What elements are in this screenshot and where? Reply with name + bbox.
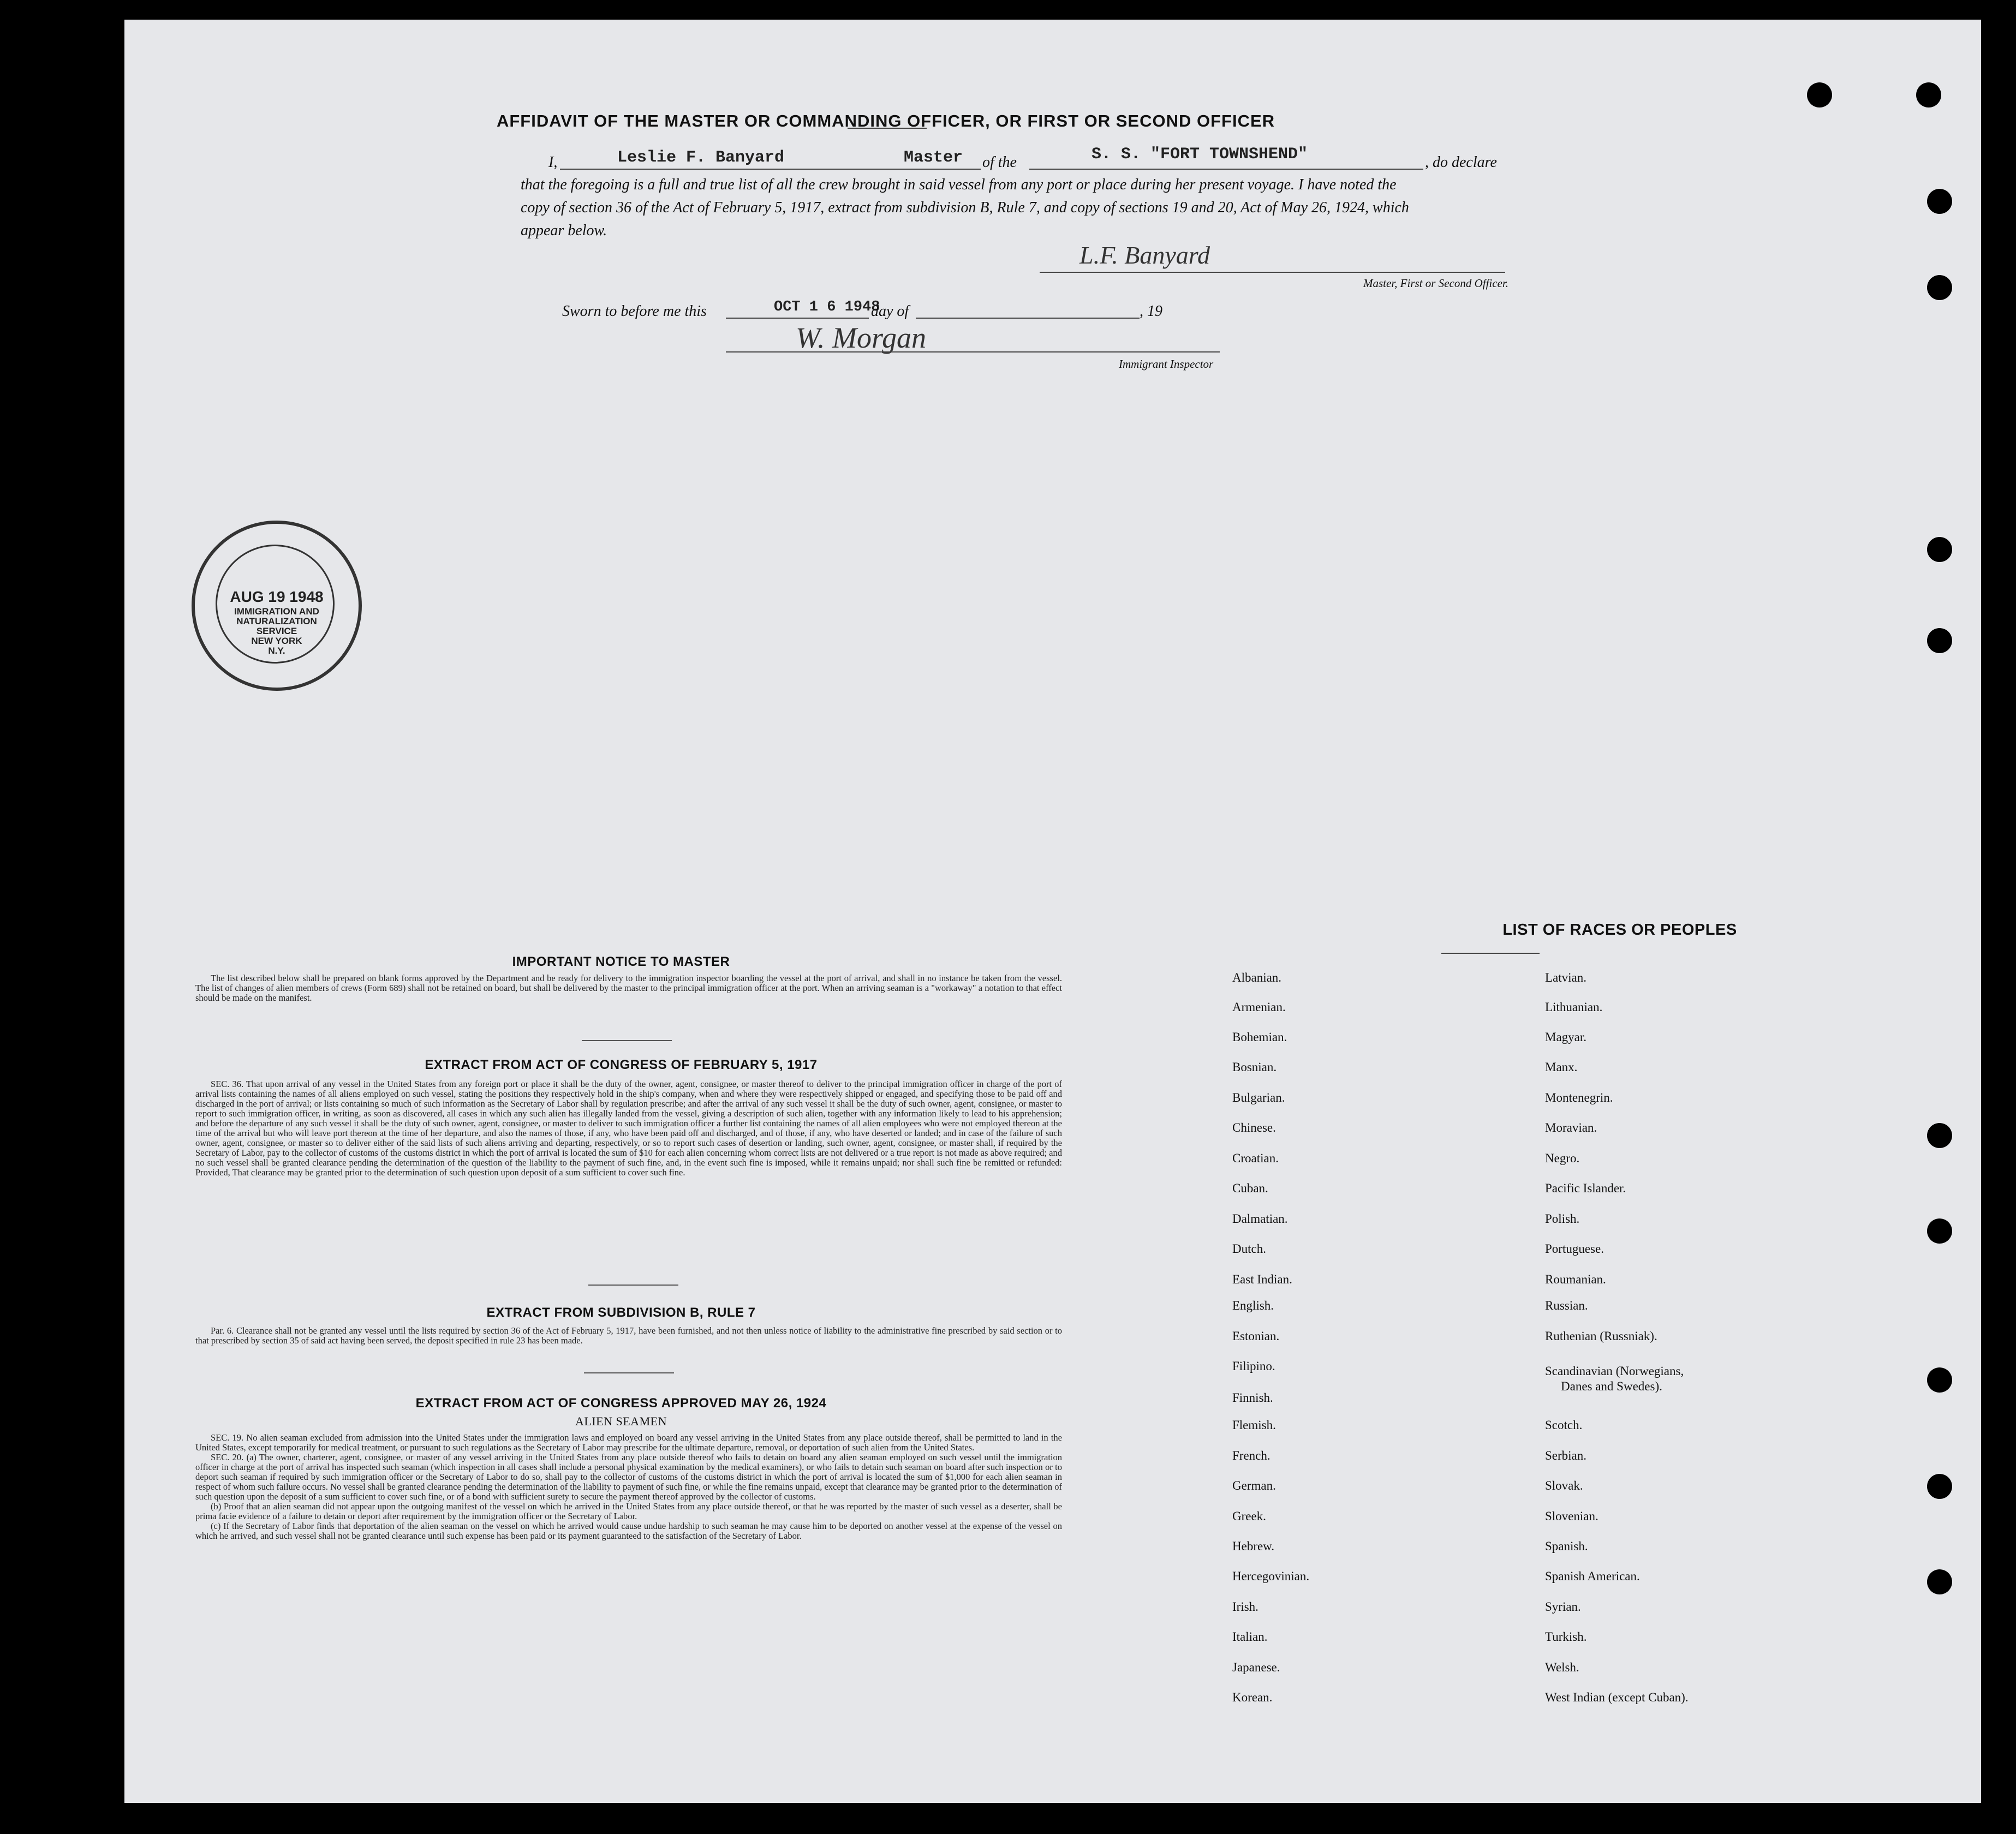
title-divider — [848, 128, 927, 129]
inspector-signature: W. Morgan — [796, 321, 927, 354]
race-item: Portuguese. — [1545, 1242, 1604, 1256]
extract-1917-text — [195, 1079, 1062, 1178]
race-item: Filipino. — [1232, 1359, 1275, 1373]
race-item: Latvian. — [1545, 971, 1586, 984]
race-item: Italian. — [1232, 1630, 1268, 1644]
rule-7-paragraph: Par. 6. Clearance shall not be granted any vessel until the lists required by section 36 of the Act of February 5, 1917, have been furnished, and not then unless notice of liability to the administrative fine prescribed by said section or to that prescribed by section 35 of said act having been served, the deposit specified in rule 23 has been made. — [195, 1325, 1062, 1346]
extract-1924-heading: EXTRACT FROM ACT OF CONGRESS APPROVED MAY 26, 1924 — [415, 1396, 827, 1411]
immigration-stamp — [192, 521, 362, 691]
race-item: Lithuanian. — [1545, 1000, 1603, 1014]
race-item: Finnish. — [1232, 1391, 1273, 1405]
sworn-date: OCT 1 6 1948 — [774, 299, 880, 315]
section-divider — [584, 1372, 674, 1373]
affidavit-body-line: that the foregoing is a full and true list of all the crew brought in said vessel from any port or place during her present voyage. I have noted the — [521, 176, 1397, 193]
race-item: Moravian. — [1545, 1121, 1597, 1134]
binder-hole — [1927, 1569, 1952, 1594]
race-item: Greek. — [1232, 1509, 1266, 1523]
stamp-line: NATURALIZATION — [236, 616, 317, 626]
rank-line — [907, 169, 981, 170]
sworn-label: Sworn to before me this — [562, 303, 707, 320]
binder-hole — [1916, 82, 1941, 107]
stamp-date: AUG 19 1948 — [230, 588, 324, 605]
race-item: Serbian. — [1545, 1449, 1587, 1462]
stamp-line: SERVICE — [256, 626, 297, 636]
month-line — [916, 318, 1140, 319]
race-item: Manx. — [1545, 1060, 1578, 1074]
master-signature: L.F. Banyard — [1079, 241, 1210, 269]
race-item: Cuban. — [1232, 1181, 1268, 1195]
races-heading: LIST OF RACES OR PEOPLES — [1502, 921, 1737, 939]
race-item: German. — [1232, 1479, 1276, 1492]
race-item: Croatian. — [1232, 1151, 1279, 1165]
race-item: Bohemian. — [1232, 1030, 1287, 1044]
officer-rank: Master — [904, 148, 963, 167]
binder-hole — [1927, 537, 1952, 562]
year-label: , 19 — [1140, 303, 1162, 320]
inspector-line — [726, 351, 1220, 353]
master-caption: Master, First or Second Officer. — [1363, 277, 1508, 290]
officer-name: Leslie F. Banyard — [617, 148, 785, 167]
race-item: Negro. — [1545, 1151, 1580, 1165]
race-item: Chinese. — [1232, 1121, 1276, 1134]
i-label: I, — [548, 154, 558, 171]
notice-heading: IMPORTANT NOTICE TO MASTER — [512, 954, 730, 969]
binder-hole — [1927, 1367, 1952, 1393]
race-item: Pacific Islander. — [1545, 1181, 1626, 1195]
binder-hole — [1927, 1123, 1952, 1148]
stamp-line: N.Y. — [268, 646, 285, 656]
vessel-name: S. S. "FORT TOWNSHEND" — [1091, 145, 1308, 164]
notice-text — [195, 973, 1062, 1003]
binder-hole — [1807, 82, 1832, 107]
race-item: Estonian. — [1232, 1329, 1280, 1343]
race-item: Japanese. — [1232, 1660, 1280, 1674]
race-item: Bosnian. — [1232, 1060, 1277, 1074]
binder-hole — [1927, 189, 1952, 214]
rule-7-heading: EXTRACT FROM SUBDIVISION B, RULE 7 — [486, 1305, 756, 1320]
signature-line — [1040, 272, 1505, 273]
race-item: Welsh. — [1545, 1660, 1579, 1674]
affidavit-body-line: copy of section 36 of the Act of February 5, 1917, extract from subdivision B, Rule 7, and copy of sections 19 and 20, Act of May 26, 1924, which — [521, 199, 1409, 216]
section-divider — [588, 1285, 678, 1286]
race-item: Polish. — [1545, 1212, 1580, 1226]
do-declare-label: , do declare — [1425, 154, 1497, 171]
race-item: Montenegrin. — [1545, 1091, 1613, 1104]
race-item: Scandinavian (Norwegians, — [1545, 1364, 1684, 1378]
binder-hole — [1927, 628, 1952, 653]
race-item: Korean. — [1232, 1690, 1273, 1704]
sec-20c-paragraph: (c) If the Secretary of Labor finds that deportation of the alien seaman on the vessel on which he arrived would cause undue hardship to such seaman he may cause him to be deported on another vessel at the expense of the vessel on which he arrived, and such vessel shall not be granted clearance until such expense has been paid or its payment guaranteed to the satisfaction of the Secretary of Labor. — [195, 1521, 1062, 1541]
race-item: French. — [1232, 1449, 1271, 1462]
race-item: Roumanian. — [1545, 1273, 1606, 1286]
day-of-label: day of — [871, 303, 909, 320]
extract-1917-heading: EXTRACT FROM ACT OF CONGRESS OF FEBRUARY 5, 1917 — [425, 1058, 818, 1072]
race-item: Slovenian. — [1545, 1509, 1599, 1523]
sec-20b-paragraph: (b) Proof that an alien seaman did not appear upon the outgoing manifest of the vessel on which he arrived in the United States from any place outside thereof, or that he was reported by the master of such vessel as a deserter, shall be prima facie evidence of a failure to detain or deport after requirement by the immigration officer or the Secretary of Labor. — [195, 1501, 1062, 1521]
race-item: Russian. — [1545, 1299, 1588, 1312]
affidavit-body-line: appear below. — [521, 222, 607, 239]
race-item: Bulgarian. — [1232, 1091, 1285, 1104]
race-item: Hebrew. — [1232, 1539, 1275, 1553]
race-item: Slovak. — [1545, 1479, 1583, 1492]
race-item: Armenian. — [1232, 1000, 1286, 1014]
binder-hole — [1927, 1474, 1952, 1499]
extract-1924-text — [195, 1433, 1062, 1541]
affidavit-title: AFFIDAVIT OF THE MASTER OR COMMANDING OFFICER, OR FIRST OR SECOND OFFICER — [496, 111, 1275, 130]
name-line — [560, 169, 907, 170]
stamp-line: IMMIGRATION AND — [234, 606, 319, 617]
race-item: Turkish. — [1545, 1630, 1587, 1644]
races-heading-divider — [1441, 953, 1540, 954]
race-item: Albanian. — [1232, 971, 1282, 984]
race-item: Ruthenian (Russniak). — [1545, 1329, 1657, 1343]
race-item: Irish. — [1232, 1600, 1258, 1614]
alien-seamen-subheading: ALIEN SEAMEN — [575, 1414, 667, 1428]
section-divider — [582, 1040, 672, 1041]
race-item: Spanish. — [1545, 1539, 1588, 1553]
race-item: West Indian (except Cuban). — [1545, 1690, 1689, 1704]
race-item: Dutch. — [1232, 1242, 1266, 1256]
race-item: Danes and Swedes). — [1561, 1379, 1662, 1393]
race-item: English. — [1232, 1299, 1274, 1312]
inspector-caption: Immigrant Inspector — [1119, 357, 1214, 371]
race-item: Flemish. — [1232, 1418, 1276, 1432]
binder-hole — [1927, 1218, 1952, 1244]
document-page — [124, 20, 1981, 1803]
race-item: Magyar. — [1545, 1030, 1587, 1044]
vessel-line — [1029, 169, 1423, 170]
section-36-paragraph: SEC. 36. That upon arrival of any vessel in the United States from any foreign port or place it shall be the duty of the owner, agent, consignee, or master thereof to deliver to the principal immigration officer in charge of the port of arrival lists containing the names of all aliens employed on such vessel, stating the positions they respectively hold in the ship's company, when and where they were respectively shipped or engaged, and specifying those to be paid off and discharged in the port of arrival; or lists containing so much of such information as the Secretary of Labor shall by regulation prescribe; and after the arrival of any such vessel it shall be the duty of such owner, agent, consignee, or master to report to such immigration officer, in writing, as soon as discovered, all cases in which any such alien has illegally landed from the vessel, giving a description of such alien, together with any information likely to lead to his apprehension; and before the departure of any such vessel it shall be the duty of such owner, agent, consignee, or master to deliver to such immigration officer a further list containing the names of all alien employees who were not employed thereon at the time of the arrival but who will leave port thereon at the time of her departure, and also the names of those, if any, who have been paid off and discharged, and of those, if any, who have deserted or landed; and in case of the failure of such owner, agent, consignee, or master so to deliver either of the said lists of such aliens arriving and departing, respectively, or so to report such cases of desertion or landing, such owner, agent, consignee, or master shall, if required by the Secretary of Labor, pay to the collector of customs of the customs district in which the port of arrival is located the sum of $10 for each alien concerning whom correct lists are not delivered or a true report is not made as above required; and no such vessel shall be granted clearance pending the determination of the question of the liability to the payment of such fine, and, in the event such fine is imposed, while it remains unpaid; nor shall such fine be remitted or refunded: Provided, That clearance may be granted prior to the determination of such question upon deposit of a sum sufficient to cover such fine. — [195, 1079, 1062, 1178]
of-the-label: of the — [982, 154, 1017, 171]
race-item: Syrian. — [1545, 1600, 1581, 1614]
binder-hole — [1927, 275, 1952, 300]
sec-19-paragraph: SEC. 19. No alien seaman excluded from admission into the United States under the immigration laws and employed on board any vessel arriving in the United States from any place outside thereof, shall be permitted to land in the United States, except temporarily for medical treatment, or pursuant to such regulations as the Secretary of Labor may prescribe for the ultimate departure, removal, or deportation of such alien from the United States. — [195, 1432, 1062, 1453]
sec-20a-paragraph: SEC. 20. (a) The owner, charterer, agent, consignee, or master of any vessel arriving in the United States from any place outside thereof who fails to detain on board any alien seaman employed on such vessel until the immigration officer in charge at the port of arrival has inspected such seaman (which inspection in all cases shall include a personal physical examination by the medical examiners), or who fails to detain such seaman on board after such inspection or to deport such seaman if required by such immigration officer or the Secretary of Labor to do so, shall pay to the collector of customs of the customs district in which the port of arrival is located the sum of $1,000 for each alien seaman in respect of whom such failure occurs. No vessel shall be granted clearance pending the determination of the liability to payment of such fine, or while the fine remains unpaid, except that clearance may be granted prior to the determination of such question upon the deposit of a sum sufficient to cover such fine, or of a bond with sufficient surety to secure the payment thereof approved by the collector of customs. — [195, 1452, 1062, 1502]
stamp-line: NEW YORK — [251, 636, 302, 646]
notice-paragraph: The list described below shall be prepared on blank forms approved by the Department and be ready for delivery to the immigration inspector boarding the vessel at the port of arrival, and shall in no instance be taken from the vessel. The list of changes of alien members of crews (Form 689) shall not be retained on board, but shall be delivered by the master to the principal immigration officer at the port. When an arriving seaman is a "workaway" a notation to that effect should be made on the manifest. — [195, 973, 1062, 1003]
race-item: East Indian. — [1232, 1273, 1292, 1286]
rule-7-text — [195, 1326, 1062, 1346]
race-item: Hercegovinian. — [1232, 1569, 1310, 1583]
race-item: Scotch. — [1545, 1418, 1583, 1432]
race-item: Dalmatian. — [1232, 1212, 1288, 1226]
race-item: Spanish American. — [1545, 1569, 1640, 1583]
sworn-date-line — [726, 318, 869, 319]
